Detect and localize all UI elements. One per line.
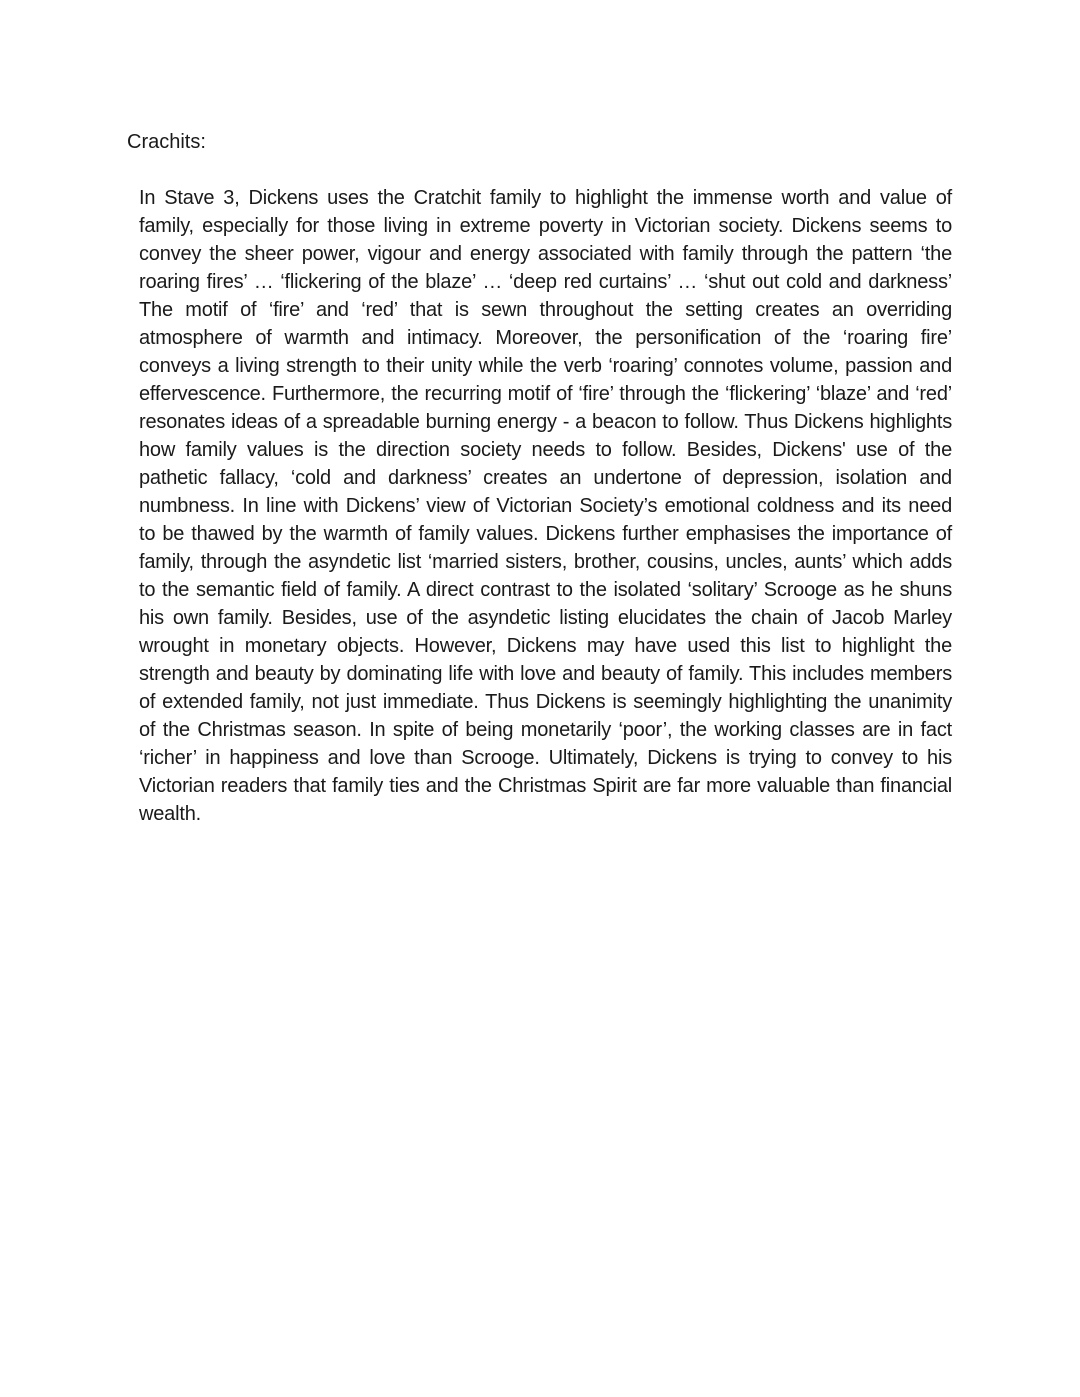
essay-paragraph: In Stave 3, Dickens uses the Cratchit family to highlight the immense worth and value of family, especially for those living in extreme poverty in Victorian society. Dickens seems to convey the sheer power, vigour and energy associated with family through the pattern ‘the roaring fires’ … ‘flickering of the blaze’ … ‘deep red curtains’ … ‘shut out cold and darkness’ The motif of ‘fire’ and ‘red’ that is sewn throughout the setting creates an overriding atmosphere of warmth and intimacy. Moreover, the personification of the ‘roaring fire’ conveys a living strength to their unity while the verb ‘roaring’ connotes volume, passion and effervescence. Furthermore, the recurring motif of ‘fire’ through the ‘flickering’ ‘blaze’ and ‘red’ resonates ideas of a spreadable burning energy - a beacon to follow. Thus Dickens highlights how family values is the direction society needs to follow. Besides, Dickens' use of the pathetic fallacy, ‘cold and darkness’ creates an undertone of depression, isolation and numbness. In line with Dickens’ view of Victorian Society’s emotional coldness and its need to be thawed by the warmth of family values. Dickens further emphasises the importance of family, through the asyndetic list ‘married sisters, brother, cousins, uncles, aunts’ which adds to the semantic field of family. A direct contrast to the isolated ‘solitary’ Scrooge as he shuns his own family. Besides, use of the asyndetic listing elucidates the chain of Jacob Marley wrought in monetary objects. However, Dickens may have used this list to highlight the strength and beauty by dominating life with love and beauty of family. This includes members of extended family, not just immediate. Thus Dickens is seemingly highlighting the unanimity of the Christmas season. In spite of being monetarily ‘poor’, the working classes are in fact ‘richer’ in happiness and love than Scrooge. Ultimately, Dickens is trying to convey to his Victorian readers that family ties and the Christmas Spirit are far more valuable than financial wealth. bbox=[139, 187, 952, 825]
page-heading: Crachits: bbox=[127, 131, 206, 153]
